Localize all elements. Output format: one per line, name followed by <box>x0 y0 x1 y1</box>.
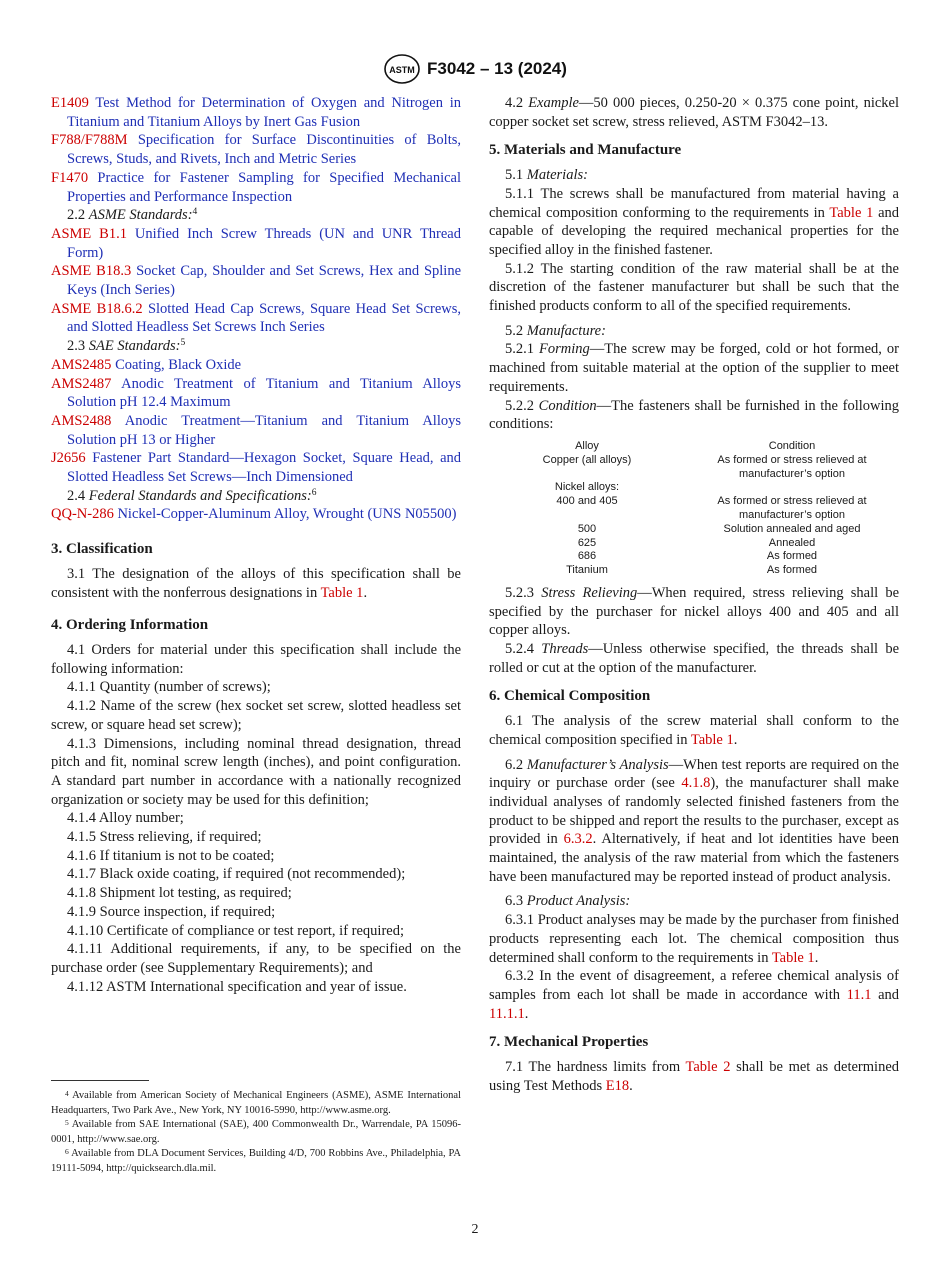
section-link[interactable]: 11.1.1 <box>489 1005 525 1022</box>
table-cell: Nickel alloys: <box>554 481 620 494</box>
reference-item[interactable]: ASME B18.3 Socket Cap, Shoulder and Set Screws, Hex and Spline Keys (Inch Series) <box>51 263 462 299</box>
table-cell: As formed <box>766 564 818 577</box>
footnote-ref: 5 <box>180 338 186 349</box>
table-cell: 625 <box>577 536 597 549</box>
list-item: 4.1.11 Additional requirements, if any, to be specified on the purchase order (see Supplementary Requirements); and <box>51 941 461 976</box>
asme-references <box>51 225 461 337</box>
footnote: $^6$ Available from DLA Document Services, Building 4/D, 700 Robbins Ave., Philadelphia, PA 19111-5094, http://quicksearch.dla.mil. <box>51 1147 461 1174</box>
reference-item[interactable]: ASME B18.6.2 Slotted Head Cap Screws, Square Head Set Screws, and Slotted Headless Set Screws Inch Series <box>51 300 461 336</box>
section-heading: 4. Ordering Information <box>51 617 209 634</box>
reference-item[interactable]: F788/F788M Specification for Surface Discontinuities of Bolts, Screws, Studs, and Rivets, Inch and Metric Series <box>51 132 462 168</box>
table-link[interactable]: Table 1 <box>829 204 874 221</box>
footnote: $^5$ Available from SAE International (SAE), 400 Commonwealth Dr., Warrendale, PA 15096-0001, http://www.sae.org. <box>51 1118 462 1145</box>
reference-item[interactable]: E1409 Test Method for Determination of Oxygen and Nitrogen in Titanium and Titanium Alloys by Inert Gas Fusion <box>51 95 461 130</box>
paragraph: 7.1 The hardness limits from Table 2 shall be met as determined using Test Methods E18. <box>489 1059 899 1094</box>
section-link[interactable]: 11.1 <box>846 986 872 1003</box>
table-cell: 500 <box>577 522 597 535</box>
federal-references <box>51 505 461 524</box>
paragraph: 5.2.1 Forming—The screw may be forged, cold or hot formed, or machined from suitable material at the option of the supplier to meet requirements. <box>489 341 899 395</box>
section-heading: 6. Chemical Composition <box>489 688 651 705</box>
section-link[interactable]: 6.3.2 <box>563 831 593 848</box>
footnote-ref: 4 <box>192 207 198 218</box>
paragraph: 3.1 The designation of the alloys of this specification shall be consistent with the nonferrous designations in Table 1. <box>51 565 461 601</box>
right-column <box>489 94 899 1096</box>
footnotes <box>51 1089 461 1176</box>
table-cell: As formed or stress relieved at manufacturer’s option <box>717 495 867 521</box>
paragraph: 6.1 The analysis of the screw material shall conform to the chemical composition specified in Table 1. <box>489 713 899 748</box>
reference-item[interactable]: AMS2487 Anodic Treatment of Titanium and Titanium Alloys Solution pH 12.4 Maximum <box>51 375 462 411</box>
section-link[interactable]: 4.1.8 <box>681 775 711 792</box>
footnote: $^4$ Available from American Society of Mechanical Engineers (ASME), ASME International Headquarters, Two Park Ave., New York, NY 10016-5990, http://www.asme.org. <box>51 1089 461 1116</box>
list-item: 4.1.10 Certificate of compliance or test report, if required; <box>67 922 404 939</box>
paragraph: 5.2.3 Stress Relieving—When required, stress relieving shall be specified by the purchaser for nickel alloys 400 and 405 and all copper alloys. <box>489 584 900 639</box>
list-item: 4.1.7 Black oxide coating, if required (not recommended); <box>67 866 406 883</box>
list-item: 4.1.5 Stress relieving, if required; <box>67 829 262 846</box>
condition-table <box>489 440 899 578</box>
list-item: 4.1.9 Source inspection, if required; <box>67 903 276 920</box>
paragraph: 6.3 Product Analysis: <box>505 893 631 910</box>
logo-text: ASTM <box>389 65 415 75</box>
table-cell <box>685 481 899 495</box>
paragraph: 6.3.1 Product analyses may be made by the purchaser from finished products representing each lot. The chemical composition thus determined shall conform to the requirements in Table 1. <box>489 912 899 966</box>
table-cell: As formed or stress relieved at manufacturer’s option <box>717 453 867 480</box>
table-link[interactable]: Table 1 <box>320 584 364 601</box>
list-item: 4.1.1 Quantity (number of screws); <box>67 679 271 696</box>
section-heading: 3. Classification <box>51 541 153 558</box>
astm-logo-icon <box>383 53 421 85</box>
list-item: 4.1.2 Name of the screw (hex socket set screw, slotted headless set screw, or square head set screw); <box>51 698 461 733</box>
section-heading: 7. Mechanical Properties <box>489 1034 649 1051</box>
table-cell: As formed <box>766 550 818 563</box>
section-heading: 5. Materials and Manufacture <box>489 142 682 159</box>
paragraph: 5.2.4 Threads—Unless otherwise specified, the threads shall be rolled or cut at the option of the manufacturer. <box>489 641 899 676</box>
footnote-ref: 6 <box>311 487 317 498</box>
table-row <box>489 523 899 537</box>
reference-item[interactable]: AMS2488 Anodic Treatment—Titanium and Titanium Alloys Solution pH 13 or Higher <box>51 412 461 448</box>
list-item: 4.1.4 Alloy number; <box>67 810 184 827</box>
reference-item[interactable]: J2656 Fastener Part Standard—Hexagon Socket, Square Head, and Slotted Headless Set Screws—Inch Dimensioned <box>51 450 462 486</box>
table-row <box>489 481 899 495</box>
standard-link[interactable]: E18 <box>605 1077 630 1094</box>
table-header-row <box>489 440 899 454</box>
table-row <box>489 537 899 551</box>
table-header-cell: Condition <box>768 439 816 452</box>
table-link[interactable]: Table 1 <box>771 949 815 966</box>
section-2-3: 2.3 SAE Standards:$^5$ <box>67 338 186 355</box>
table-cell: Solution annealed and aged <box>723 522 861 535</box>
table-cell: Annealed <box>768 536 816 549</box>
paragraph: 5.1.2 The starting condition of the raw material shall be at the discretion of the fastener manufacturer but shall be such that the finished products conform to all of the specified requirements. <box>489 260 899 315</box>
page-header <box>0 52 950 86</box>
paragraph: 5.2 Manufacture: <box>505 322 606 339</box>
paragraph: 4.2 Example—50 000 pieces, 0.250-20 × 0.375 cone point, nickel copper socket set screw, stress relieved, ASTM F3042–13. <box>489 95 900 130</box>
section-2-4: 2.4 Federal Standards and Specifications:$^6$ <box>67 487 317 504</box>
paragraph: 5.1.1 The screws shall be manufactured from material having a chemical composition conforming to the requirements in Table 1 and capable of developing the required mechanical properties for the specified alloy in the finished fastener. <box>489 185 900 258</box>
table-cell: Copper (all alloys) <box>542 453 632 466</box>
table-cell: 686 <box>577 550 597 563</box>
reference-item[interactable]: AMS2485 Coating, Black Oxide <box>51 356 242 373</box>
document-title: F3042 – 13 (2024) <box>427 59 567 78</box>
list-item: 4.1.12 ASTM International specification and year of issue. <box>67 978 407 995</box>
left-column <box>51 94 461 996</box>
paragraph: 6.3.2 In the event of disagreement, a referee chemical analysis of samples from each lot shall be made in accordance with 11.1 and 11.1.1. <box>489 968 899 1022</box>
reference-item[interactable]: QQ-N-286 Nickel-Copper-Aluminum Alloy, Wrought (UNS N05500) <box>51 506 457 523</box>
table-row <box>489 454 899 482</box>
list-item: 4.1.8 Shipment lot testing, as required; <box>67 885 292 902</box>
reference-item[interactable]: F1470 Practice for Fastener Sampling for Specified Mechanical Properties and Performance Inspection <box>51 169 462 205</box>
list-item: 4.1.3 Dimensions, including nominal thread designation, thread pitch and fit, nominal screw length (inches), and point configuration. A standard part number in accordance with a nationally recognized organization or society may be used for this definition; <box>51 735 461 808</box>
paragraph: 5.2.2 Condition—The fasteners shall be furnished in the following conditions: <box>489 397 899 433</box>
reference-item[interactable]: ASME B1.1 Unified Inch Screw Threads (UN and UNR Thread Form) <box>51 225 461 261</box>
table-link[interactable]: Table 2 <box>685 1059 731 1076</box>
footnote-divider <box>51 1080 149 1081</box>
table-cell: Titanium <box>566 564 608 577</box>
table-row <box>489 495 899 523</box>
table-cell: 400 and 405 <box>556 495 618 508</box>
table-row <box>489 550 899 564</box>
paragraph: 5.1 Materials: <box>505 167 588 184</box>
paragraph: 4.1 Orders for material under this specification shall include the following information: <box>51 641 461 677</box>
astm-references <box>51 94 461 206</box>
section-2-2: 2.2 ASME Standards:$^4$ <box>67 207 198 224</box>
table-row <box>489 564 899 578</box>
paragraph: 6.2 Manufacturer’s Analysis—When test reports are required on the inquiry or purchase order (see 4.1.8), the manufacturer shall make individual analyses of randomly selected finished fasteners from the product to be shipped and report the results to the purchaser, except as provided in 6.3.2. Alternatively, if heat and lot identities have been maintained, the analysis of the raw material from which the fasteners have been manufactured may be reported instead of product analysis. <box>489 756 899 885</box>
page-number: 2 <box>471 1222 479 1237</box>
list-item: 4.1.6 If titanium is not to be coated; <box>67 847 275 864</box>
table-link[interactable]: Table 1 <box>690 731 734 748</box>
sae-references <box>51 356 461 487</box>
table-header-cell: Alloy <box>575 439 599 452</box>
